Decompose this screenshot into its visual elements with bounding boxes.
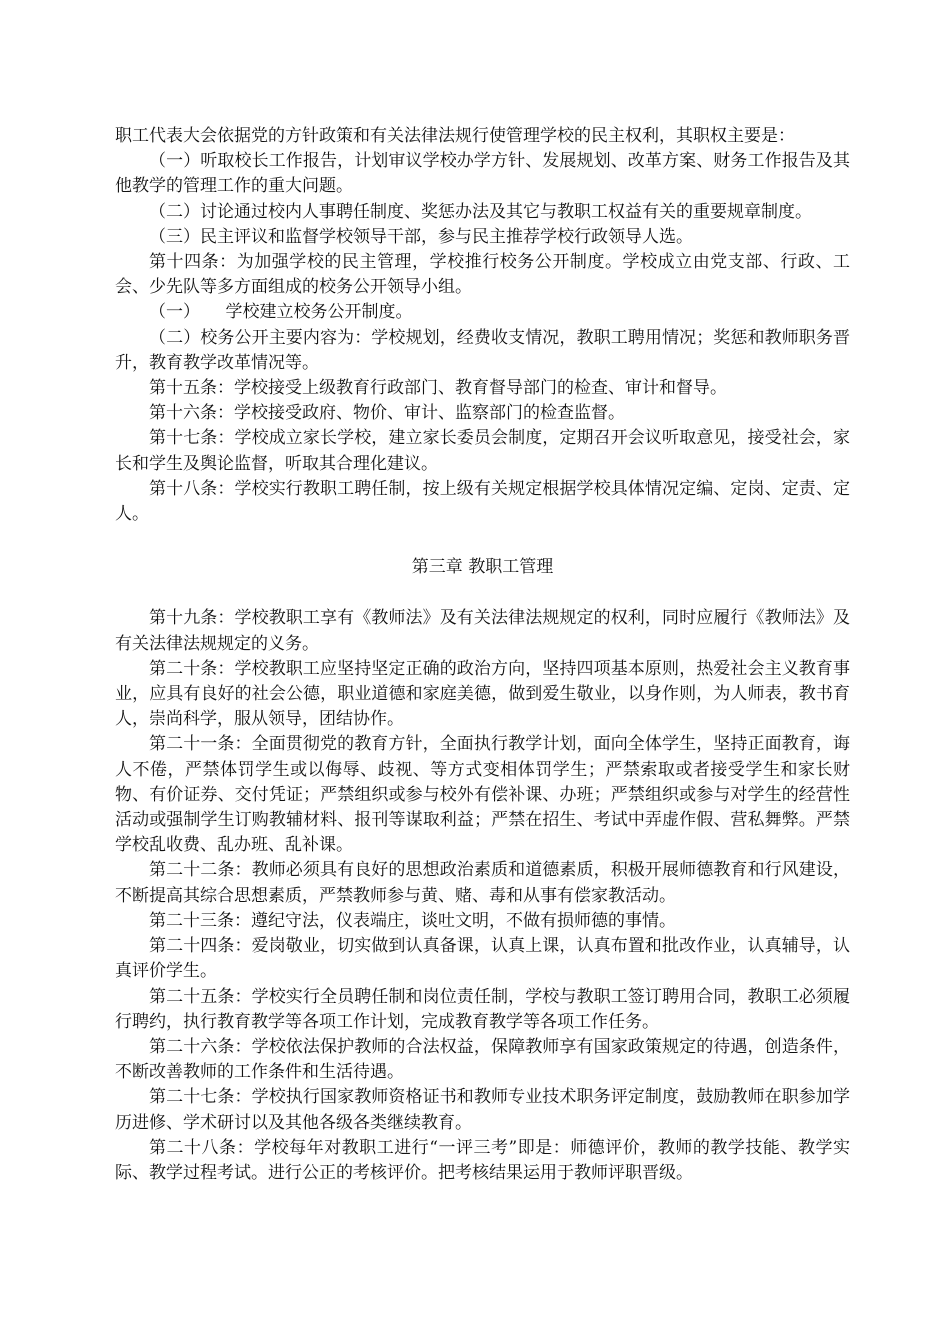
paragraph: （二）讨论通过校内人事聘任制度、奖惩办法及其它与教职工权益有关的重要规章制度。 — [149, 201, 812, 222]
paragraph: （二）校务公开主要内容为：学校规划，经费收支情况，教职工聘用情况；奖惩和教师职务晋升，教育教学改革情况等。 — [115, 327, 850, 373]
paragraph: 第十六条：学校接受政府、物价、审计、监察部门的检查监督。 — [149, 403, 625, 424]
paragraph: （三）民主评议和监督学校领导干部，参与民主推荐学校行政领导人选。 — [149, 226, 693, 247]
paragraph: 第十八条：学校实行教职工聘任制，按上级有关规定根据学校具体情况定编、定岗、定责、定人。 — [115, 478, 850, 525]
paragraph: （一）听取校长工作报告，计划审议学校办学方针、发展规划、改革方案、财务工作报告及其他教学的管理工作的重大问题。 — [115, 151, 850, 197]
paragraph: 第十九条：学校教职工享有《教师法》及有关法律法规规定的权利，同时应履行《教师法》及有关法律法规规定的义务。 — [115, 608, 850, 654]
chapter-title: 第三章 教职工管理 — [411, 557, 554, 578]
paragraph: 第二十二条：教师必须具有良好的思想政治素质和道德素质，积极开展师德教育和行风建设，不断提高其综合思想素质，严禁教师参与黄、赌、毒和从事有偿家教活动。 — [115, 860, 850, 906]
paragraph: 第十五条：学校接受上级教育行政部门、教育督导部门的检查、审计和督导。 — [149, 378, 727, 399]
paragraph: 第二十四条：爱岗敬业，切实做到认真备课，认真上课，认真布置和批改作业，认真辅导，认真评价学生。 — [115, 936, 850, 982]
section-before-chapter — [115, 124, 850, 527]
paragraph: 第二十八条：学校每年对教职工进行“一评三考”即是：师德评价，教师的教学技能、教学实际、教学过程考试。进行公正的考核评价。把考核结果运用于教师评职晋级。 — [115, 1137, 850, 1183]
paragraph: 第二十条：学校教职工应坚持坚定正确的政治方向，坚持四项基本原则，热爱社会主义教育事业，应具有良好的社会公德，职业道德和家庭美德，做到爱生敬业，以身作则，为人师表，教书育人，崇尚科学，服从领导，团结协作。 — [115, 658, 850, 730]
document-page — [115, 124, 850, 1186]
paragraph: 第二十五条：学校实行全员聘任制和岗位责任制，学校与教职工签订聘用合同，教职工必须履行聘约，执行教育教学等各项工作计划，完成教育教学等各项工作任务。 — [115, 986, 850, 1032]
paragraph: 第二十六条：学校依法保护教师的合法权益，保障教师享有国家政策规定的待遇，创造条件，不断改善教师的工作条件和生活待遇。 — [115, 1036, 850, 1083]
paragraph: 职工代表大会依据党的方针政策和有关法律法规行使管理学校的民主权利，其职权主要是： — [115, 126, 795, 146]
paragraph: 第十四条：为加强学校的民主管理，学校推行校务公开制度。学校成立由党支部、行政、工会、少先队等多方面组成的校务公开领导小组。 — [115, 252, 850, 298]
paragraph: 第二十七条：学校执行国家教师资格证书和教师专业技术职务评定制度，鼓励教师在职参加学历进修、学术研讨以及其他各级各类继续教育。 — [115, 1087, 850, 1133]
paragraph: 第十七条：学校成立家长学校，建立家长委员会制度，定期召开会议听取意见，接受社会，家长和学生及舆论监督，听取其合理化建议。 — [115, 428, 850, 474]
section-after-chapter — [115, 606, 850, 1186]
paragraph: （一） 学校建立校务公开制度。 — [149, 302, 413, 323]
paragraph: 第二十一条：全面贯彻党的教育方针，全面执行教学计划，面向全体学生，坚持正面教育，诲人不倦，严禁体罚学生或以侮辱、歧视、等方式变相体罚学生；严禁索取或者接受学生和家长财物、有价证券、交付凭证；严禁组织或参与校外有偿补课、办班；严禁组织或参与对学生的经营性活动或强制学生订购教辅材料、报刊等谋取利益；严禁在招生、考试中弄虚作假、营私舞弊。严禁学校乱收费、乱办班、乱补课。 — [115, 734, 850, 856]
paragraph: 第二十三条：遵纪守法，仪表端庄，谈吐文明，不做有损师德的事情。 — [149, 910, 676, 931]
